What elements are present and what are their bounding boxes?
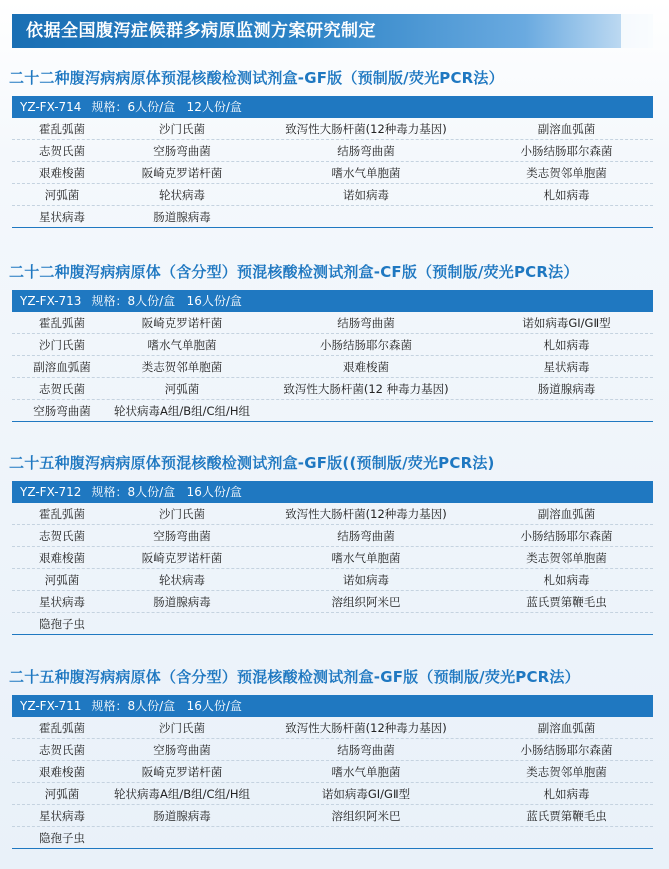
pathogen-cell: 致泻性大肠杆菌(12种毒力基因)	[285, 507, 447, 521]
pathogen-cell: 肠道腺病毒	[153, 595, 211, 609]
table-row	[12, 717, 653, 739]
section-title: 二十五种腹泻病病原体（含分型）预混核酸检测试剂盒-GF版（预制版/荧光PCR法）	[9, 668, 580, 686]
banner-title: 依据全国腹泻症候群多病原监测方案研究制定	[26, 21, 376, 41]
product-section-712	[9, 453, 653, 635]
pathogen-cell: 结肠弯曲菌	[337, 529, 395, 543]
table-row	[12, 356, 653, 378]
pathogen-table	[12, 118, 653, 228]
table-row	[12, 761, 653, 783]
pathogen-cell: 结肠弯曲菌	[337, 316, 395, 330]
pathogen-cell: 嗜水气单胞菌	[331, 166, 401, 180]
table-row	[12, 739, 653, 761]
pathogen-cell: 副溶血弧菌	[537, 507, 596, 521]
pathogen-cell: 溶组织阿米巴	[331, 595, 401, 609]
pathogen-cell: 霍乱弧菌	[39, 122, 85, 136]
pathogen-cell: 札如病毒	[543, 188, 590, 202]
table-row	[12, 591, 653, 613]
table-row	[12, 378, 653, 400]
pathogen-table	[12, 717, 653, 849]
banner-decoration	[621, 14, 653, 48]
pathogen-cell: 轮状病毒A组/B组/C组/H组	[113, 787, 251, 801]
product-code-bar	[12, 481, 653, 503]
product-code-bar	[12, 290, 653, 312]
product-code: YZ-FX-712	[20, 485, 82, 499]
pathogen-cell: 嗜水气单胞菌	[147, 338, 217, 352]
pathogen-cell: 空肠弯曲菌	[33, 404, 91, 418]
pathogen-cell: 星状病毒	[543, 360, 590, 374]
pathogen-table	[12, 503, 653, 635]
pathogen-cell: 志贺氏菌	[39, 382, 85, 396]
pathogen-cell: 沙门氏菌	[159, 122, 205, 136]
section-title: 二十二种腹泻病病原体（含分型）预混核酸检测试剂盒-CF版（预制版/荧光PCR法）	[9, 263, 579, 281]
pathogen-cell: 结肠弯曲菌	[337, 743, 395, 757]
table-row	[12, 547, 653, 569]
table-row	[12, 827, 653, 849]
pathogen-cell: 类志贺邻单胞菌	[526, 166, 607, 180]
table-row	[12, 312, 653, 334]
product-spec: 规格：6人份/盒 12人份/盒	[91, 100, 242, 114]
pathogen-cell: 结肠弯曲菌	[337, 144, 395, 158]
pathogen-cell: 嗜水气单胞菌	[331, 765, 401, 779]
pathogen-cell: 蓝氏贾第鞭毛虫	[526, 809, 607, 823]
pathogen-cell: 类志贺邻单胞菌	[526, 765, 607, 779]
product-section-711	[9, 667, 653, 849]
pathogen-cell: 沙门氏菌	[159, 507, 205, 521]
product-section-714	[9, 68, 653, 228]
pathogen-cell: 河弧菌	[44, 573, 80, 587]
pathogen-cell: 阪崎克罗诺杆菌	[141, 166, 223, 180]
product-code: YZ-FX-711	[20, 699, 82, 713]
pathogen-cell: 札如病毒	[543, 573, 590, 587]
table-row	[12, 400, 653, 422]
pathogen-cell: 轮状病毒	[159, 188, 205, 202]
pathogen-cell: 肠道腺病毒	[153, 210, 211, 224]
pathogen-cell: 类志贺邻单胞菌	[141, 360, 223, 374]
pathogen-cell: 诺如病毒GⅠ/GⅡ型	[522, 316, 611, 330]
pathogen-cell: 轮状病毒A组/B组/C组/H组	[113, 404, 251, 418]
pathogen-cell: 副溶血弧菌	[537, 122, 596, 136]
pathogen-cell: 艰难梭菌	[343, 360, 389, 374]
pathogen-cell	[252, 400, 480, 421]
pathogen-cell: 空肠弯曲菌	[153, 743, 211, 757]
pathogen-cell: 志贺氏菌	[39, 743, 85, 757]
pathogen-cell: 艰难梭菌	[39, 765, 85, 779]
section-title: 二十五种腹泻病病原体预混核酸检测试剂盒-GF版((预制版/荧光PCR法)	[9, 454, 495, 472]
table-row	[12, 140, 653, 162]
pathogen-cell: 致泻性大肠杆菌(12种毒力基因)	[285, 721, 447, 735]
table-row	[12, 118, 653, 140]
pathogen-cell: 霍乱弧菌	[39, 507, 85, 521]
pathogen-cell: 溶组织阿米巴	[331, 809, 401, 823]
pathogen-cell	[480, 613, 653, 634]
product-code-bar	[12, 695, 653, 717]
table-row	[12, 184, 653, 206]
pathogen-cell: 艰难梭菌	[39, 166, 85, 180]
pathogen-cell	[252, 206, 480, 227]
pathogen-cell: 霍乱弧菌	[39, 316, 85, 330]
pathogen-cell: 沙门氏菌	[39, 338, 85, 352]
pathogen-cell: 小肠结肠耶尔森菌	[520, 529, 613, 543]
pathogen-cell: 阪崎克罗诺杆菌	[141, 551, 223, 565]
pathogen-cell	[112, 827, 252, 848]
pathogen-cell: 札如病毒	[543, 787, 590, 801]
product-spec: 规格：8人份/盒 16人份/盒	[91, 699, 242, 713]
table-row	[12, 334, 653, 356]
pathogen-cell: 星状病毒	[39, 595, 85, 609]
pathogen-cell: 肠道腺病毒	[537, 382, 596, 396]
pathogen-cell: 空肠弯曲菌	[153, 144, 211, 158]
pathogen-cell: 空肠弯曲菌	[153, 529, 211, 543]
product-code: YZ-FX-714	[20, 100, 82, 114]
pathogen-cell: 蓝氏贾第鞭毛虫	[526, 595, 607, 609]
pathogen-cell: 小肠结肠耶尔森菌	[320, 338, 412, 352]
pathogen-cell	[112, 613, 252, 634]
pathogen-cell: 隐孢子虫	[39, 831, 85, 845]
pathogen-cell	[480, 827, 653, 848]
pathogen-cell: 诺如病毒GⅠ/GⅡ型	[321, 787, 411, 801]
pathogen-cell: 河弧菌	[44, 787, 80, 801]
pathogen-cell: 致泻性大肠杆菌(12 种毒力基因)	[283, 382, 449, 396]
pathogen-cell: 星状病毒	[39, 210, 85, 224]
page-banner	[12, 14, 653, 48]
pathogen-table	[12, 312, 653, 422]
pathogen-cell	[252, 827, 480, 848]
pathogen-cell: 轮状病毒	[159, 573, 205, 587]
pathogen-cell: 志贺氏菌	[39, 144, 85, 158]
section-title: 二十二种腹泻病病原体预混核酸检测试剂盒-GF版（预制版/荧光PCR法）	[9, 69, 504, 87]
pathogen-cell: 副溶血弧菌	[33, 360, 91, 374]
pathogen-cell: 诺如病毒	[343, 573, 389, 587]
pathogen-cell: 河弧菌	[164, 382, 200, 396]
table-row	[12, 569, 653, 591]
table-row	[12, 805, 653, 827]
product-section-713	[9, 262, 653, 422]
pathogen-cell: 阪崎克罗诺杆菌	[141, 765, 223, 779]
pathogen-cell	[480, 206, 653, 227]
table-row	[12, 206, 653, 228]
pathogen-cell: 小肠结肠耶尔森菌	[520, 144, 613, 158]
pathogen-cell: 副溶血弧菌	[537, 721, 596, 735]
table-row	[12, 525, 653, 547]
pathogen-cell	[252, 613, 480, 634]
pathogen-cell: 肠道腺病毒	[153, 809, 211, 823]
product-spec: 规格：8人份/盒 16人份/盒	[91, 485, 242, 499]
table-row	[12, 162, 653, 184]
pathogen-cell	[480, 400, 653, 421]
product-code: YZ-FX-713	[20, 294, 82, 308]
pathogen-cell: 沙门氏菌	[159, 721, 205, 735]
pathogen-cell: 星状病毒	[39, 809, 85, 823]
product-code-bar	[12, 96, 653, 118]
pathogen-cell: 志贺氏菌	[39, 529, 85, 543]
table-row	[12, 613, 653, 635]
pathogen-cell: 类志贺邻单胞菌	[526, 551, 607, 565]
pathogen-cell: 隐孢子虫	[39, 617, 85, 631]
product-spec: 规格：8人份/盒 16人份/盒	[91, 294, 242, 308]
pathogen-cell: 阪崎克罗诺杆菌	[141, 316, 223, 330]
table-row	[12, 783, 653, 805]
pathogen-cell: 嗜水气单胞菌	[331, 551, 401, 565]
pathogen-cell: 札如病毒	[543, 338, 590, 352]
pathogen-cell: 艰难梭菌	[39, 551, 85, 565]
pathogen-cell: 霍乱弧菌	[39, 721, 85, 735]
table-row	[12, 503, 653, 525]
pathogen-cell: 致泻性大肠杆菌(12种毒力基因)	[285, 122, 447, 136]
pathogen-cell: 诺如病毒	[343, 188, 389, 202]
pathogen-cell: 河弧菌	[44, 188, 80, 202]
pathogen-cell: 小肠结肠耶尔森菌	[520, 743, 613, 757]
